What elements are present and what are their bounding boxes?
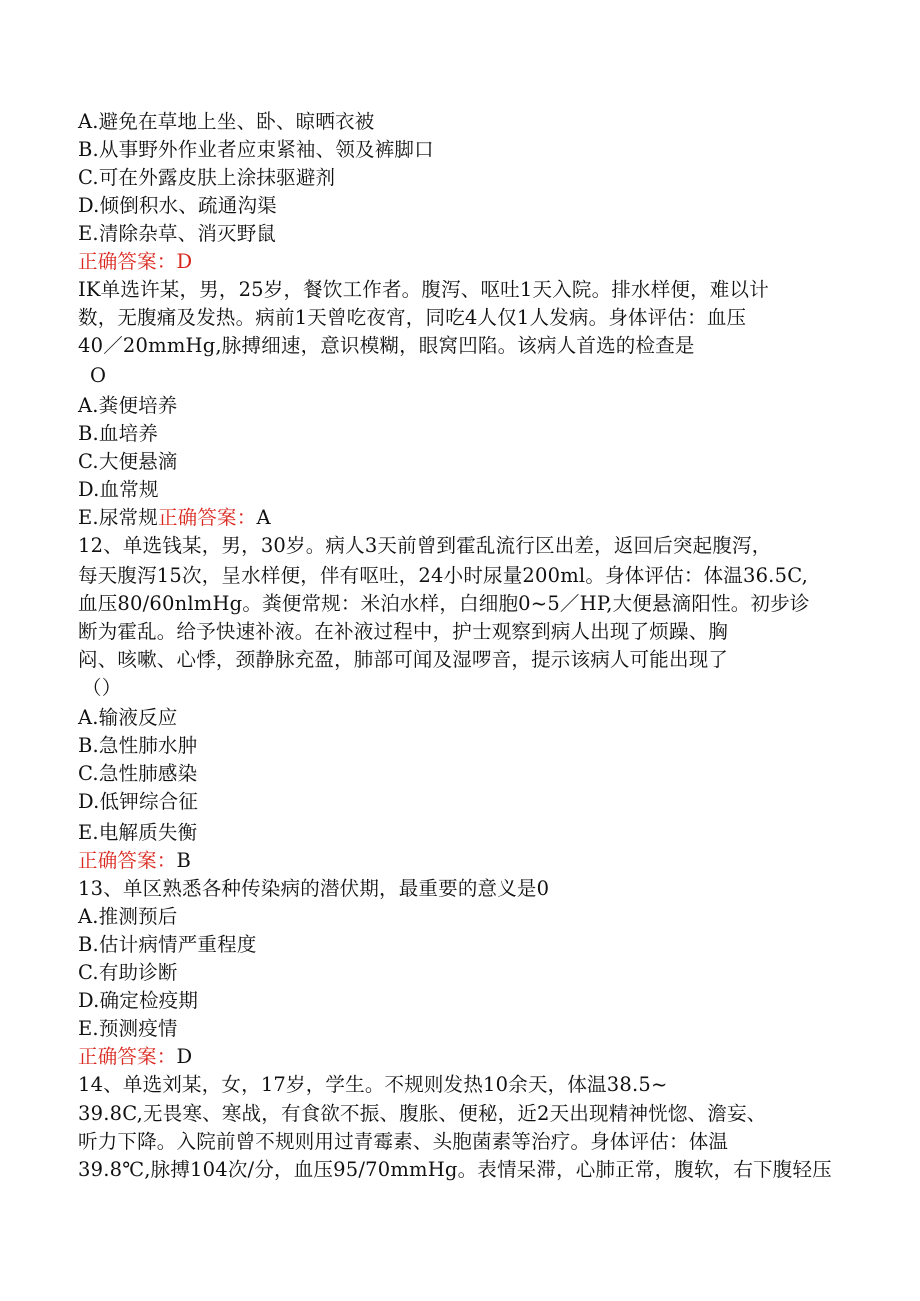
q11-option-e-with-answer [78, 504, 271, 532]
q11-answer-label: 正确答案： [157, 506, 257, 529]
q12-option-e: E.电解质失衡 [78, 821, 198, 844]
q14-stem-line-3: 听力下降。入院前曾不规则用过青霉素、头胞菌素等治疗。身体评估：体温 [78, 1130, 729, 1153]
q11-option-b: B.血培养 [78, 422, 159, 445]
q13-answer [78, 1043, 192, 1071]
q11-stem-line-1: IK单选许某，男，25岁，餐饮工作者。腹泻、呕吐1天入院。排水样便，难以计 [78, 278, 769, 301]
q13-answer-label: 正确答案： [78, 1045, 177, 1068]
q10-option-e: E.清除杂草、消灭野鼠 [78, 222, 277, 245]
q13-option-d: D.确定检疫期 [78, 989, 199, 1012]
q12-stem-line-2: 每天腹泻15次，呈水样便，伴有呕吐，24小时尿量200ml。身体评估：体温36.5C, [78, 564, 809, 587]
q11-option-a: A.粪便培养 [78, 394, 178, 417]
q13-option-e: E.预测疫情 [78, 1017, 178, 1040]
q11-option-e: E.尿常规 [78, 506, 158, 529]
q12-option-d: D.低钾综合征 [78, 790, 199, 813]
q14-stem-line-2: 39.8C,无畏寒、寒战，有食欲不振、腹胀、便秘，近2天出现精神恍惚、澹妄、 [78, 1102, 767, 1125]
q13-option-a: A.推测预后 [78, 905, 178, 928]
q12-answer-value: B [176, 849, 192, 872]
q12-option-b: B.急性肺水肿 [78, 734, 198, 757]
q12-stem-line-5: 闷、咳嗽、心悸，颈静脉充盈，肺部可闻及湿啰音，提示该病人可能出现了 [78, 648, 729, 671]
q10-option-b: B.从事野外作业者应束紧袖、领及裤脚口 [78, 138, 434, 161]
q14-stem-line-1: 14、单选刘某，女，17岁，学生。不规则发热10余天，体温38.5~ [78, 1073, 668, 1096]
q10-option-a: A.避免在草地上坐、卧、晾晒衣被 [78, 110, 375, 133]
q11-option-c: C.大便悬滴 [78, 450, 178, 473]
q12-stem-line-4: 断为霍乱。给予快速补液。在补液过程中，护士观察到病人出现了烦躁、胸 [78, 620, 729, 643]
q10-option-d: D.倾倒积水、疏通沟渠 [78, 194, 277, 217]
q11-answer-value: A [256, 506, 271, 529]
q11-option-d: D.血常规 [78, 478, 159, 501]
q12-stem-line-6: （） [82, 676, 122, 699]
q11-stem-line-2: 数，无腹痛及发热。病前1天曾吃夜宵，同吃4人仅1人发病。身体评估：血压 [78, 306, 747, 329]
q10-answer [78, 248, 192, 276]
q13-answer-value: D [176, 1045, 193, 1068]
q12-answer [78, 847, 191, 875]
q12-option-c: C.急性肺感染 [78, 762, 198, 785]
q10-answer-label: 正确答案： [78, 250, 177, 273]
q12-stem-line-1: 12、单选钱某，男，30岁。病人3天前曾到霍乱流行区出差，返回后突起腹泻， [78, 534, 772, 557]
q12-option-a: A.输液反应 [78, 706, 178, 729]
q10-option-c: C.可在外露皮肤上涂抹驱避剂 [78, 166, 336, 189]
q14-stem-line-4: 39.8℃,脉搏104次/分，血压95/70mmHg。表情呆滞，心肺正常，腹软，右下腹轻压 [78, 1158, 832, 1181]
q13-option-c: C.有助诊断 [78, 961, 178, 984]
q13-option-b: B.估计病情严重程度 [78, 933, 257, 956]
q12-answer-label: 正确答案： [78, 849, 177, 872]
q12-stem-line-3: 血压80/60nlmHg。粪便常规：米泊水样，白细胞0~5／HP,大便悬滴阳性。初步诊 [78, 592, 810, 615]
q13-stem-line-1: 13、单区熟悉各种传染病的潜伏期，最重要的意义是0 [78, 877, 550, 900]
q11-stem-line-3: 40／20mmHg,脉搏细速，意识模糊，眼窝凹陷。该病人首选的检查是 [78, 334, 695, 357]
q11-stem-line-4: O [90, 364, 107, 387]
q10-answer-value: D [176, 250, 193, 273]
